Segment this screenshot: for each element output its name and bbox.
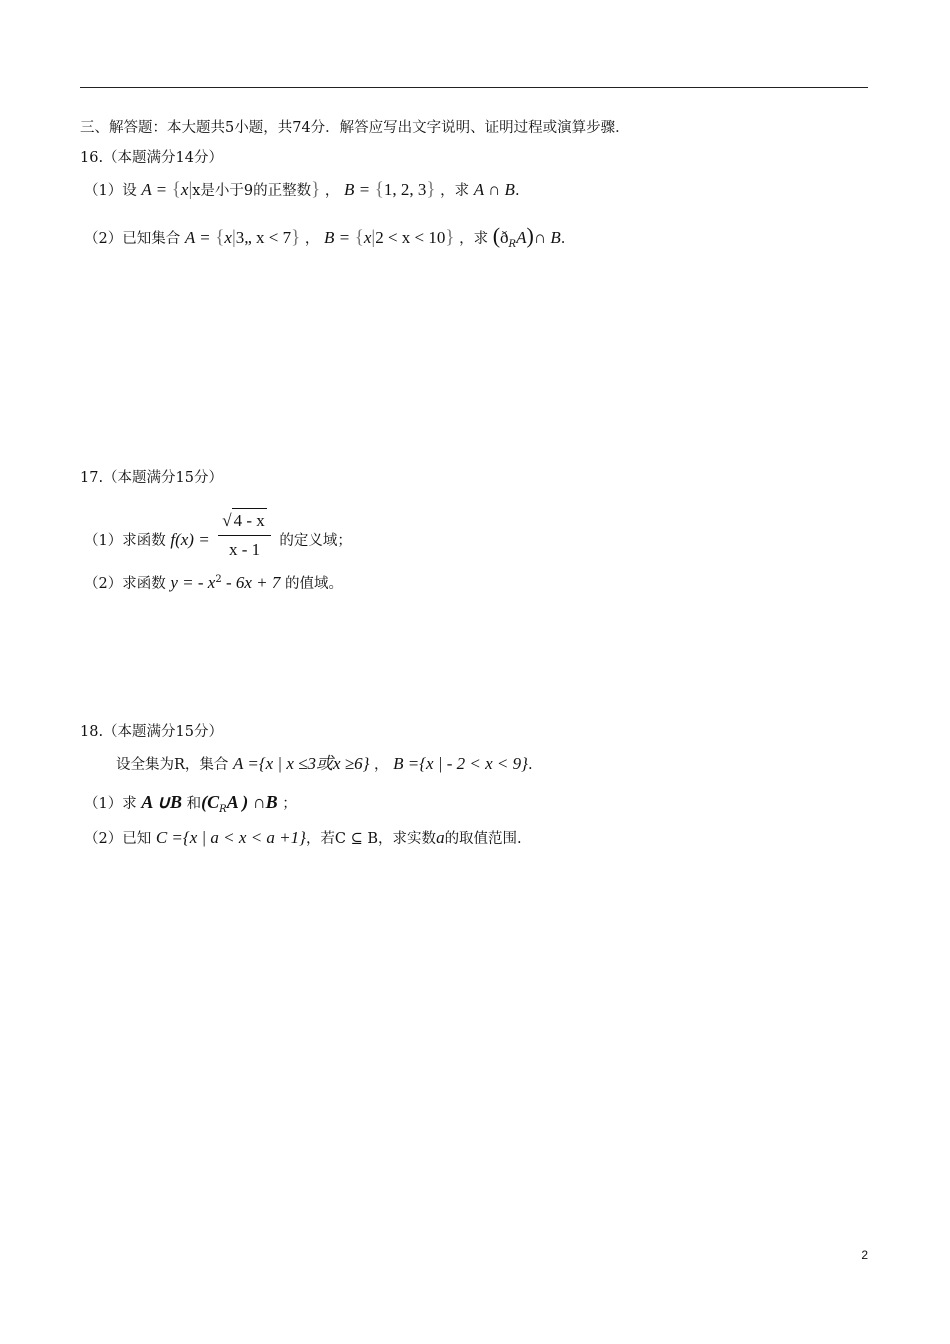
q18-p1-end: ；	[282, 796, 297, 812]
q16-p2-setB-cond: 2 < x < 10	[375, 228, 446, 247]
q18-part1	[84, 790, 297, 822]
bar: |	[371, 227, 376, 248]
q16-title: 16.（本题满分14分）	[80, 150, 224, 166]
q16-p1-ask: ，求	[440, 183, 470, 199]
q16-part1	[84, 178, 520, 203]
q16-p2-rest: ∩ B	[533, 228, 561, 247]
q16-part2	[84, 224, 565, 257]
q18-intro-setA: A ={x | x ≤3或x ≥6}	[233, 754, 370, 773]
brace-open: {	[354, 227, 364, 248]
bar: |	[188, 179, 193, 200]
header-rule	[80, 87, 868, 88]
q18-title: 18.（本题满分15分）	[80, 724, 224, 740]
q16-p2-comp: ð	[500, 228, 509, 247]
q18-p1-and: 和	[186, 796, 202, 812]
q16-p2-setA-lhs: A =	[184, 228, 211, 247]
q18-p2-tail: 的取值范围.	[444, 831, 522, 847]
q16-p1-expr: A ∩ B	[473, 180, 515, 199]
q17-p1-fraction	[218, 508, 271, 562]
q16-p2-end: .	[560, 231, 566, 247]
q16-p2-sub: R	[508, 239, 517, 250]
page-number: 2	[861, 1248, 868, 1262]
q16-p2-paren-close: )	[526, 223, 534, 248]
q16-p1-setB-lhs: B =	[344, 180, 371, 199]
brace-close: }	[311, 179, 321, 200]
q17-p1-numerator	[218, 508, 271, 536]
q18-intro	[116, 752, 533, 777]
q18-p1-expr1: A ∪B	[141, 792, 183, 812]
q16-p1-setA-cond: x是小于9的正整数	[192, 183, 312, 199]
q17-p2-tail: 的值域。	[285, 575, 343, 592]
q17-p1-f: f	[170, 530, 176, 549]
q18-intro-end: .	[527, 757, 533, 773]
brace-open: {	[215, 227, 225, 248]
q17-p1-radicand: 4 - x	[232, 508, 267, 533]
q16-p2-A: A	[516, 228, 527, 247]
q18-intro-a: 设全集为R，集合	[116, 757, 229, 773]
q18-part2	[84, 826, 522, 851]
q16-p1-setB-elems: 1, 2, 3	[383, 180, 427, 199]
q18-p2-mid: ，若C ⊆ B，求实数	[305, 831, 437, 847]
q18-intro-setB: B ={x | - 2 < x < 9}	[393, 754, 528, 773]
brace-close: }	[445, 227, 455, 248]
q18-p1-expr2-b: A ) ∩B	[226, 792, 278, 812]
q16-p2-ask: ，求	[459, 231, 489, 247]
q16-p2-setA-cond: 3„ x < 7	[235, 228, 292, 247]
q17-p1-tail: 的定义域；	[279, 533, 352, 549]
brace-close: }	[426, 179, 436, 200]
section-header: 三、解答题：本大题共5小题，共74分．解答应写出文字说明、证明过程或演算步骤．	[80, 120, 630, 136]
q17-p1-label: （1）求函数	[84, 533, 166, 549]
q17-p1-fx: (x) =	[175, 530, 210, 549]
q18-p1-expr2-a: (C	[201, 792, 220, 812]
q17-title: 17.（本题满分15分）	[80, 470, 224, 486]
brace-close: }	[291, 227, 301, 248]
q18-p1-expr2-sub: R	[219, 804, 227, 815]
q18-p1-label: （1）求	[84, 796, 137, 812]
q18-p2-setC: C ={x | a < x < a +1}	[155, 828, 306, 847]
q16-p1-setA-var: x	[180, 180, 189, 199]
q17-part1	[84, 511, 352, 568]
brace-open: {	[171, 179, 181, 200]
q16-p1-end: .	[514, 183, 520, 199]
q18-p2-var: a	[436, 828, 445, 847]
q16-p2-paren-open: (	[492, 223, 501, 248]
q16-p2-setA-var: x	[224, 228, 232, 247]
q17-p1-denominator: x - 1	[228, 540, 261, 559]
q17-p2-label: （2）求函数	[84, 575, 166, 592]
q17-p2-expr-a: y = - x	[170, 572, 216, 592]
brace-open: {	[374, 179, 384, 200]
q17-p2-sup: 2	[215, 574, 222, 585]
q16-p1-sep: ，	[324, 183, 340, 199]
bar: |	[231, 227, 236, 248]
sqrt-icon: √	[222, 511, 232, 530]
q16-p2-sep: ，	[304, 231, 320, 247]
q16-p1-label: （1）设	[84, 183, 137, 199]
q17-p2-expr-b: - 6x + 7	[221, 572, 281, 592]
q18-intro-sep: ，	[374, 757, 389, 773]
q16-p2-setB-lhs: B =	[323, 228, 351, 247]
q18-p2-label: （2）已知	[84, 831, 152, 847]
q16-p2-label: （2）已知集合	[84, 231, 181, 247]
q16-p2-setB-var: x	[363, 228, 372, 247]
q16-p1-setA-lhs: A =	[141, 180, 168, 199]
q17-part2	[84, 568, 343, 596]
